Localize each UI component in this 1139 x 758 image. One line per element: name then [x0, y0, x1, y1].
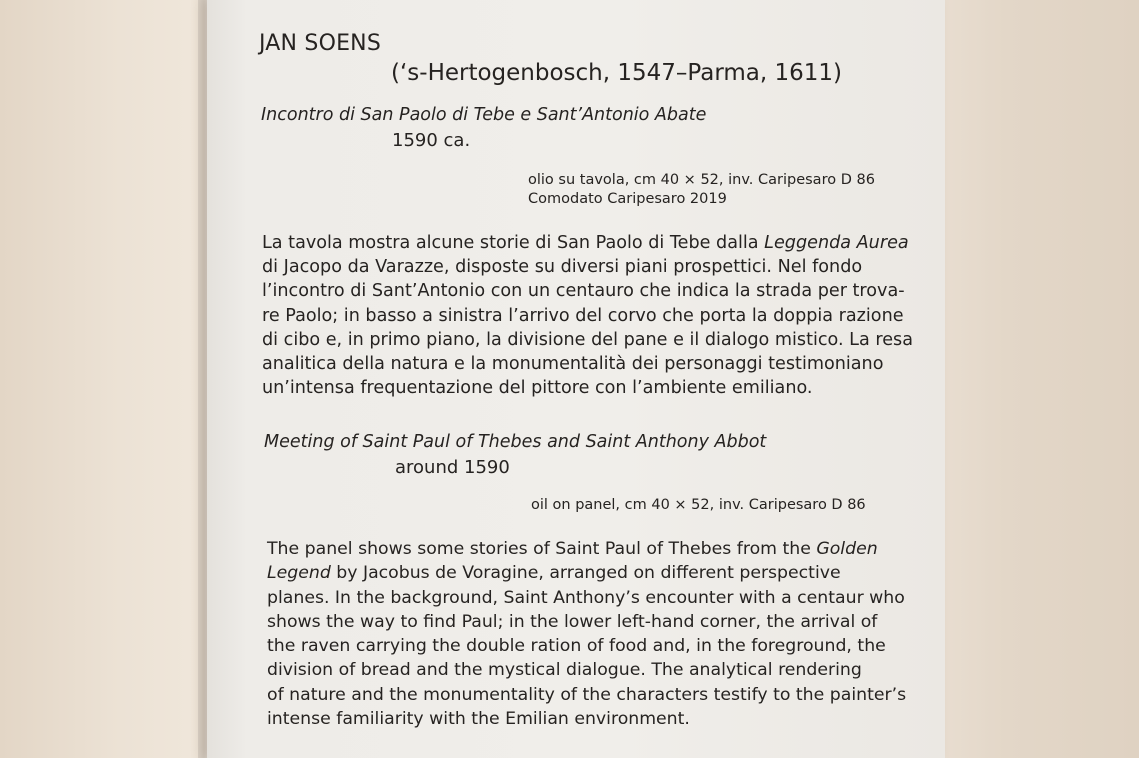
english-line-8: intense familiarity with the Emilian environment.	[267, 709, 690, 730]
italian-description	[262, 231, 922, 400]
english-line-3: planes. In the background, Saint Anthony’s encounter with a centaur who	[267, 587, 905, 608]
italian-line-7: un’intensa frequentazione del pittore con l’ambiente emiliano.	[262, 378, 813, 399]
italian-credit: Comodato Caripesaro 2019	[528, 191, 727, 207]
english-line-1-italic: Golden	[816, 539, 878, 559]
italian-line-4: re Paolo; in basso a sinistra l’arrivo del corvo che porta la doppia razione	[262, 305, 904, 326]
italian-line-1	[262, 231, 922, 255]
english-line-4: shows the way to find Paul; in the lower left-hand corner, the arrival of	[267, 611, 878, 632]
italian-line-3: l’incontro di Sant’Antonio con un centauro che indica la strada per trova-	[262, 281, 905, 302]
english-line-5: the raven carrying the double ration of food and, in the foreground, the	[267, 636, 886, 657]
italian-line-5: di cibo e, in primo piano, la divisione del pane e il dialogo mistico. La resa	[262, 329, 913, 350]
english-line-1	[267, 537, 927, 561]
italian-line-2: di Jacopo da Varazze, disposte su diversi piani prospettici. Nel fondo	[262, 257, 863, 278]
english-line-2-italic: Legend	[267, 563, 331, 584]
artist-dates: (‘s-Hertogenbosch, 1547–Parma, 1611)	[391, 60, 843, 86]
italian-line-1-text: La tavola mostra alcune storie di San Paolo di Tebe dalla	[262, 233, 765, 253]
wall-right	[945, 0, 1139, 758]
english-description	[267, 537, 927, 731]
english-line-2-text: by Jacobus de Voragine, arranged on different perspective	[330, 563, 841, 584]
italian-date: 1590 ca.	[392, 130, 471, 151]
english-date: around 1590	[395, 457, 510, 478]
italian-title: Incontro di San Paolo di Tebe e Sant’Antonio Abate	[261, 105, 707, 125]
english-title: Meeting of Saint Paul of Thebes and Saint Anthony Abbot	[264, 432, 767, 452]
artist-name: JAN SOENS	[259, 31, 382, 56]
english-technique: oil on panel, cm 40 × 52, inv. Caripesaro D 86	[531, 497, 866, 513]
english-line-1-text: The panel shows some stories of Saint Paul of Thebes from the	[267, 539, 817, 559]
english-line-7: of nature and the monumentality of the characters testify to the painter’s	[267, 684, 907, 705]
italian-line-1-italic: Leggenda Aurea	[764, 233, 909, 253]
italian-line-6: analitica della natura e la monumentalità dei personaggi testimoniano	[262, 354, 884, 375]
english-line-2	[267, 561, 927, 585]
italian-technique: olio su tavola, cm 40 × 52, inv. Caripesaro D 86	[528, 172, 875, 188]
english-line-6: division of bread and the mystical dialogue. The analytical rendering	[267, 660, 862, 681]
